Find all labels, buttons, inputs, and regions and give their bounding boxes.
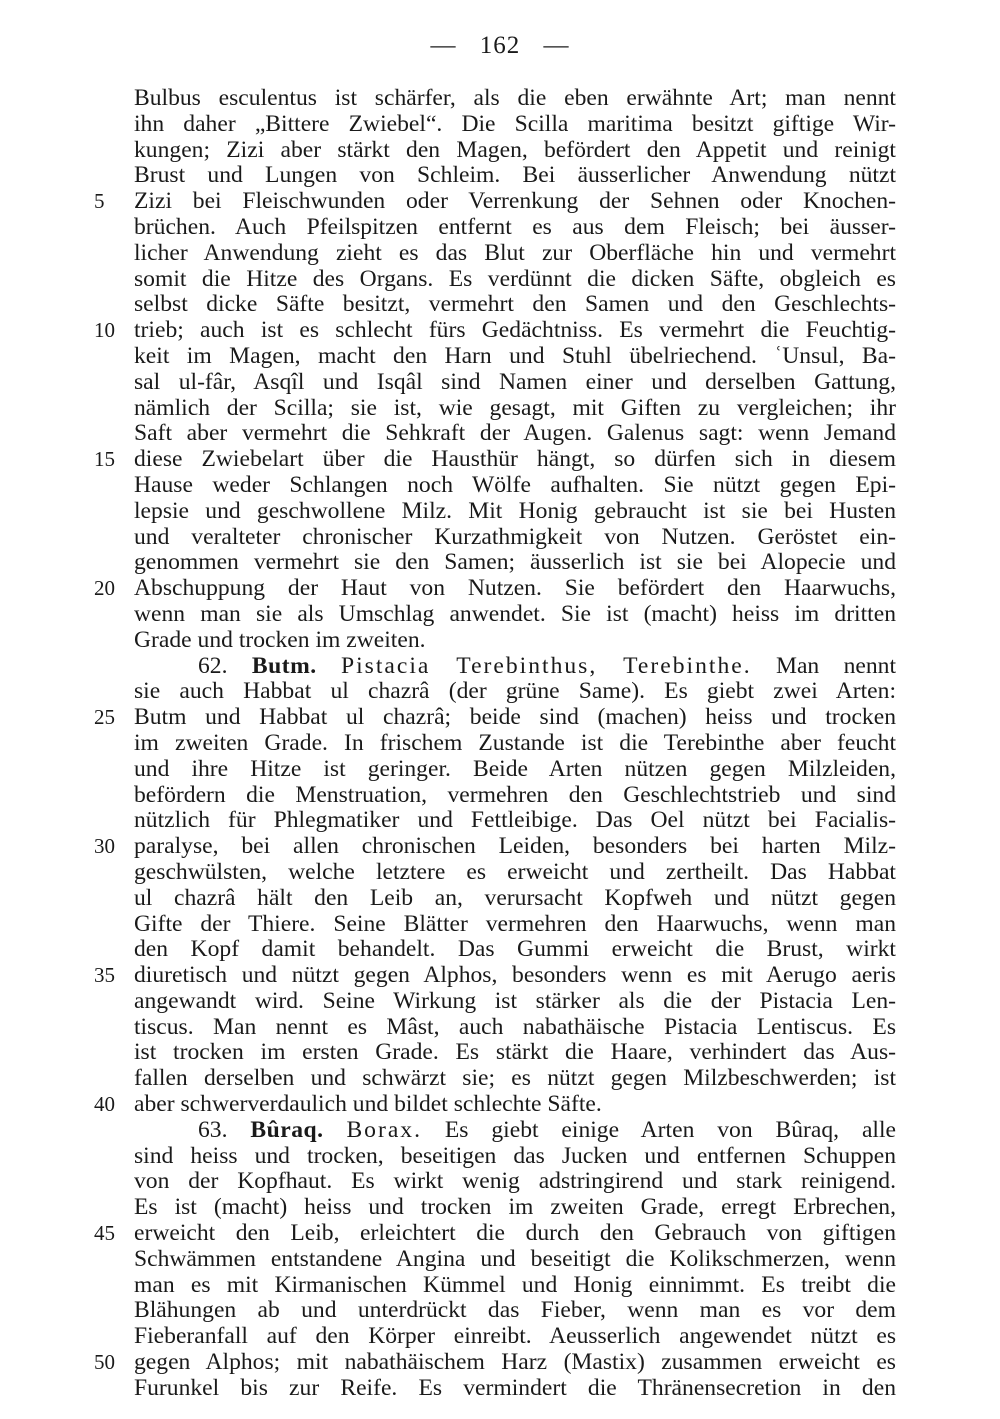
text-line: angewandt wird. Seine Wirkung ist stärker als die der Pistacia Len- xyxy=(134,987,896,1014)
text-line-content: erweicht den Leib, erleichtert die durch den Gebrauch von giftigen xyxy=(134,1220,896,1247)
text-line: Furunkel bis zur Reife. Es vermindert die Thränensecretion in den xyxy=(134,1374,896,1401)
text-line: kungen; Zizi aber stärkt den Magen, befördert den Appetit und reinigt xyxy=(134,136,896,163)
text-line-35 xyxy=(94,962,896,989)
line-number: 20 xyxy=(94,576,115,601)
line-number: 5 xyxy=(94,189,105,214)
entry-63-heading-line xyxy=(134,1118,896,1144)
text-line-15 xyxy=(94,446,896,473)
line-number: 45 xyxy=(94,1221,115,1246)
header-dash-right: — xyxy=(543,32,570,59)
text-line: und veralteter chronischer Kurzathmigkeit von Nutzen. Geröstet ein- xyxy=(134,523,896,550)
text-line-45 xyxy=(94,1220,896,1247)
text-line: von der Kopfhaut. Es wirkt wenig adstringirend und stark reinigend. xyxy=(134,1168,896,1195)
text-line: ul chazrâ hält den Leib an, verursacht Kopfweh und nützt gegen xyxy=(134,884,896,911)
text-line-5 xyxy=(94,188,896,215)
entry-headword: Bûraq. xyxy=(250,1116,324,1143)
text-line: den Kopf damit behandelt. Das Gummi erweicht die Brust, wirkt xyxy=(134,936,896,963)
line-number: 50 xyxy=(94,1350,115,1375)
text-line: Hause weder Schlangen noch Wölfe aufhalten. Sie nützt gegen Epi- xyxy=(134,471,896,498)
text-line: keit im Magen, macht den Harn und Stuhl übelriechend. ʿUnsul, Ba- xyxy=(134,342,896,369)
text-line: Gifte der Thiere. Seine Blätter vermehren den Haarwuchs, wenn man xyxy=(134,910,896,937)
text-line: Saft aber vermehrt die Sehkraft der Augen. Galenus sagt: wenn Jemand xyxy=(134,420,896,447)
text-line: selbst dicke Säfte besitzt, vermehrt den Samen und den Geschlechts- xyxy=(134,291,896,318)
text-line-20 xyxy=(94,575,896,602)
text-line: befördern die Menstruation, vermehren den Geschlechtstrieb und sind xyxy=(134,781,896,808)
text-line: genommen vermehrt sie den Samen; äusserlich ist sie bei Alopecie und xyxy=(134,549,896,576)
entry-translation: Borax. xyxy=(346,1116,422,1143)
text-line: fallen derselben und schwärzt sie; es nützt gegen Milzbeschwerden; ist xyxy=(134,1065,896,1092)
line-number: 15 xyxy=(94,447,115,472)
page-header xyxy=(0,32,1000,60)
line-number: 35 xyxy=(94,963,115,988)
text-line-30 xyxy=(94,833,896,860)
text-line-50 xyxy=(94,1349,896,1376)
line-number: 30 xyxy=(94,834,115,859)
text-line: Grade und trocken im zweiten. xyxy=(134,626,426,653)
text-line: im zweiten Grade. In frischem Zustande ist die Terebinthe aber feucht xyxy=(134,729,896,756)
page-number: 162 xyxy=(479,32,521,59)
body-text xyxy=(94,85,897,1402)
text-line: Bulbus esculentus ist schärfer, als die eben erwähnte Art; man nennt xyxy=(134,85,896,111)
text-line-content: Butm und Habbat ul chazrâ; beide sind (machen) heiss und trocken xyxy=(134,704,896,731)
entry-translation: Pistacia Terebinthus, Terebinthe. xyxy=(341,652,752,679)
text-line-content: gegen Alphos; mit nabathäischem Harz (Mastix) zusammen erweicht es xyxy=(134,1349,896,1376)
text-line: tiscus. Man nennt es Mâst, auch nabathäische Pistacia Lentiscus. Es xyxy=(134,1013,896,1040)
text-line-10 xyxy=(94,317,896,344)
text-line: Blähungen ab und unterdrückt das Fieber, wenn man es vor dem xyxy=(134,1297,896,1324)
text-line: somit die Hitze des Organs. Es verdünnt die dicken Säfte, obgleich es xyxy=(134,265,896,292)
entry-62-heading-line xyxy=(134,654,896,680)
text-line-content: aber schwerverdaulich und bildet schlechte Säfte. xyxy=(134,1091,602,1118)
text-line-content: diuretisch und nützt gegen Alphos, besonders wenn es mit Aerugo aeris xyxy=(134,962,896,989)
entry-number: 63. xyxy=(198,1116,228,1143)
text-line: ihn daher „Bittere Zwiebel“. Die Scilla maritima besitzt giftige Wir- xyxy=(134,110,896,137)
text-line: sal ul-fâr, Asqîl und Isqâl sind Namen einer und derselben Gattung, xyxy=(134,368,896,395)
text-line: lepsie und geschwollene Milz. Mit Honig gebraucht ist sie bei Husten xyxy=(134,497,896,524)
text-line: licher Anwendung zieht es das Blut zur Oberfläche hin und vermehrt xyxy=(134,239,896,266)
line-number: 10 xyxy=(94,318,115,343)
text-line-content: paralyse, bei allen chronischen Leiden, besonders bei harten Milz- xyxy=(134,833,896,860)
text-line-content: Man nennt xyxy=(775,652,896,679)
text-line-content: Zizi bei Fleischwunden oder Verrenkung der Sehnen oder Knochen- xyxy=(134,188,896,215)
text-line: Es ist (macht) heiss und trocken im zweiten Grade, erregt Erbrechen, xyxy=(134,1194,896,1221)
text-line: Brust und Lungen von Schleim. Bei äusserlicher Anwendung nützt xyxy=(134,162,896,189)
header-dash-left: — xyxy=(430,32,457,59)
text-line: Fieberanfall auf den Körper einreibt. Aeusserlich angewendet nützt es xyxy=(134,1323,896,1350)
text-line-content: Abschuppung der Haut von Nutzen. Sie befördert den Haarwuchs, xyxy=(134,575,896,602)
text-line-40 xyxy=(94,1091,896,1118)
entry-headword: Butm. xyxy=(251,652,317,679)
entry-number: 62. xyxy=(198,652,228,679)
text-line: nämlich der Scilla; sie ist, wie gesagt, mit Giften zu vergleichen; ihr xyxy=(134,394,896,421)
text-line-content: trieb; auch ist es schlecht fürs Gedächtniss. Es vermehrt die Feuchtig- xyxy=(134,317,896,344)
text-line-content: diese Zwiebelart über die Hausthür hängt, so dürfen sich in diesem xyxy=(134,446,896,473)
line-number: 25 xyxy=(94,705,115,730)
text-line: und ihre Hitze ist geringer. Beide Arten nützen gegen Milzleiden, xyxy=(134,755,896,782)
text-line: ist trocken im ersten Grade. Es stärkt die Haare, verhindert das Aus- xyxy=(134,1039,896,1066)
text-line: man es mit Kirmanischen Kümmel und Honig einnimmt. Es treibt die xyxy=(134,1271,896,1298)
text-line: geschwülsten, welche letztere es erweicht und zertheilt. Das Habbat xyxy=(134,858,896,885)
text-line: sie auch Habbat ul chazrâ (der grüne Same). Es giebt zwei Arten: xyxy=(134,678,896,705)
text-line: nützlich für Phlegmatiker und Fettleibige. Das Oel nützt bei Facialis- xyxy=(134,807,896,834)
text-line-content: Es giebt einige Arten von Bûraq, alle xyxy=(444,1116,897,1143)
text-line-25 xyxy=(94,704,896,731)
text-line: sind heiss und trocken, beseitigen das Jucken und entfernen Schuppen xyxy=(134,1142,896,1169)
text-line: wenn man sie als Umschlag anwendet. Sie ist (macht) heiss im dritten xyxy=(134,600,896,627)
line-number: 40 xyxy=(94,1092,115,1117)
text-line: Schwämmen entstandene Angina und beseitigt die Kolikschmerzen, wenn xyxy=(134,1245,896,1272)
text-line: brüchen. Auch Pfeilspitzen entfernt es aus dem Fleisch; bei äusser- xyxy=(134,213,896,240)
